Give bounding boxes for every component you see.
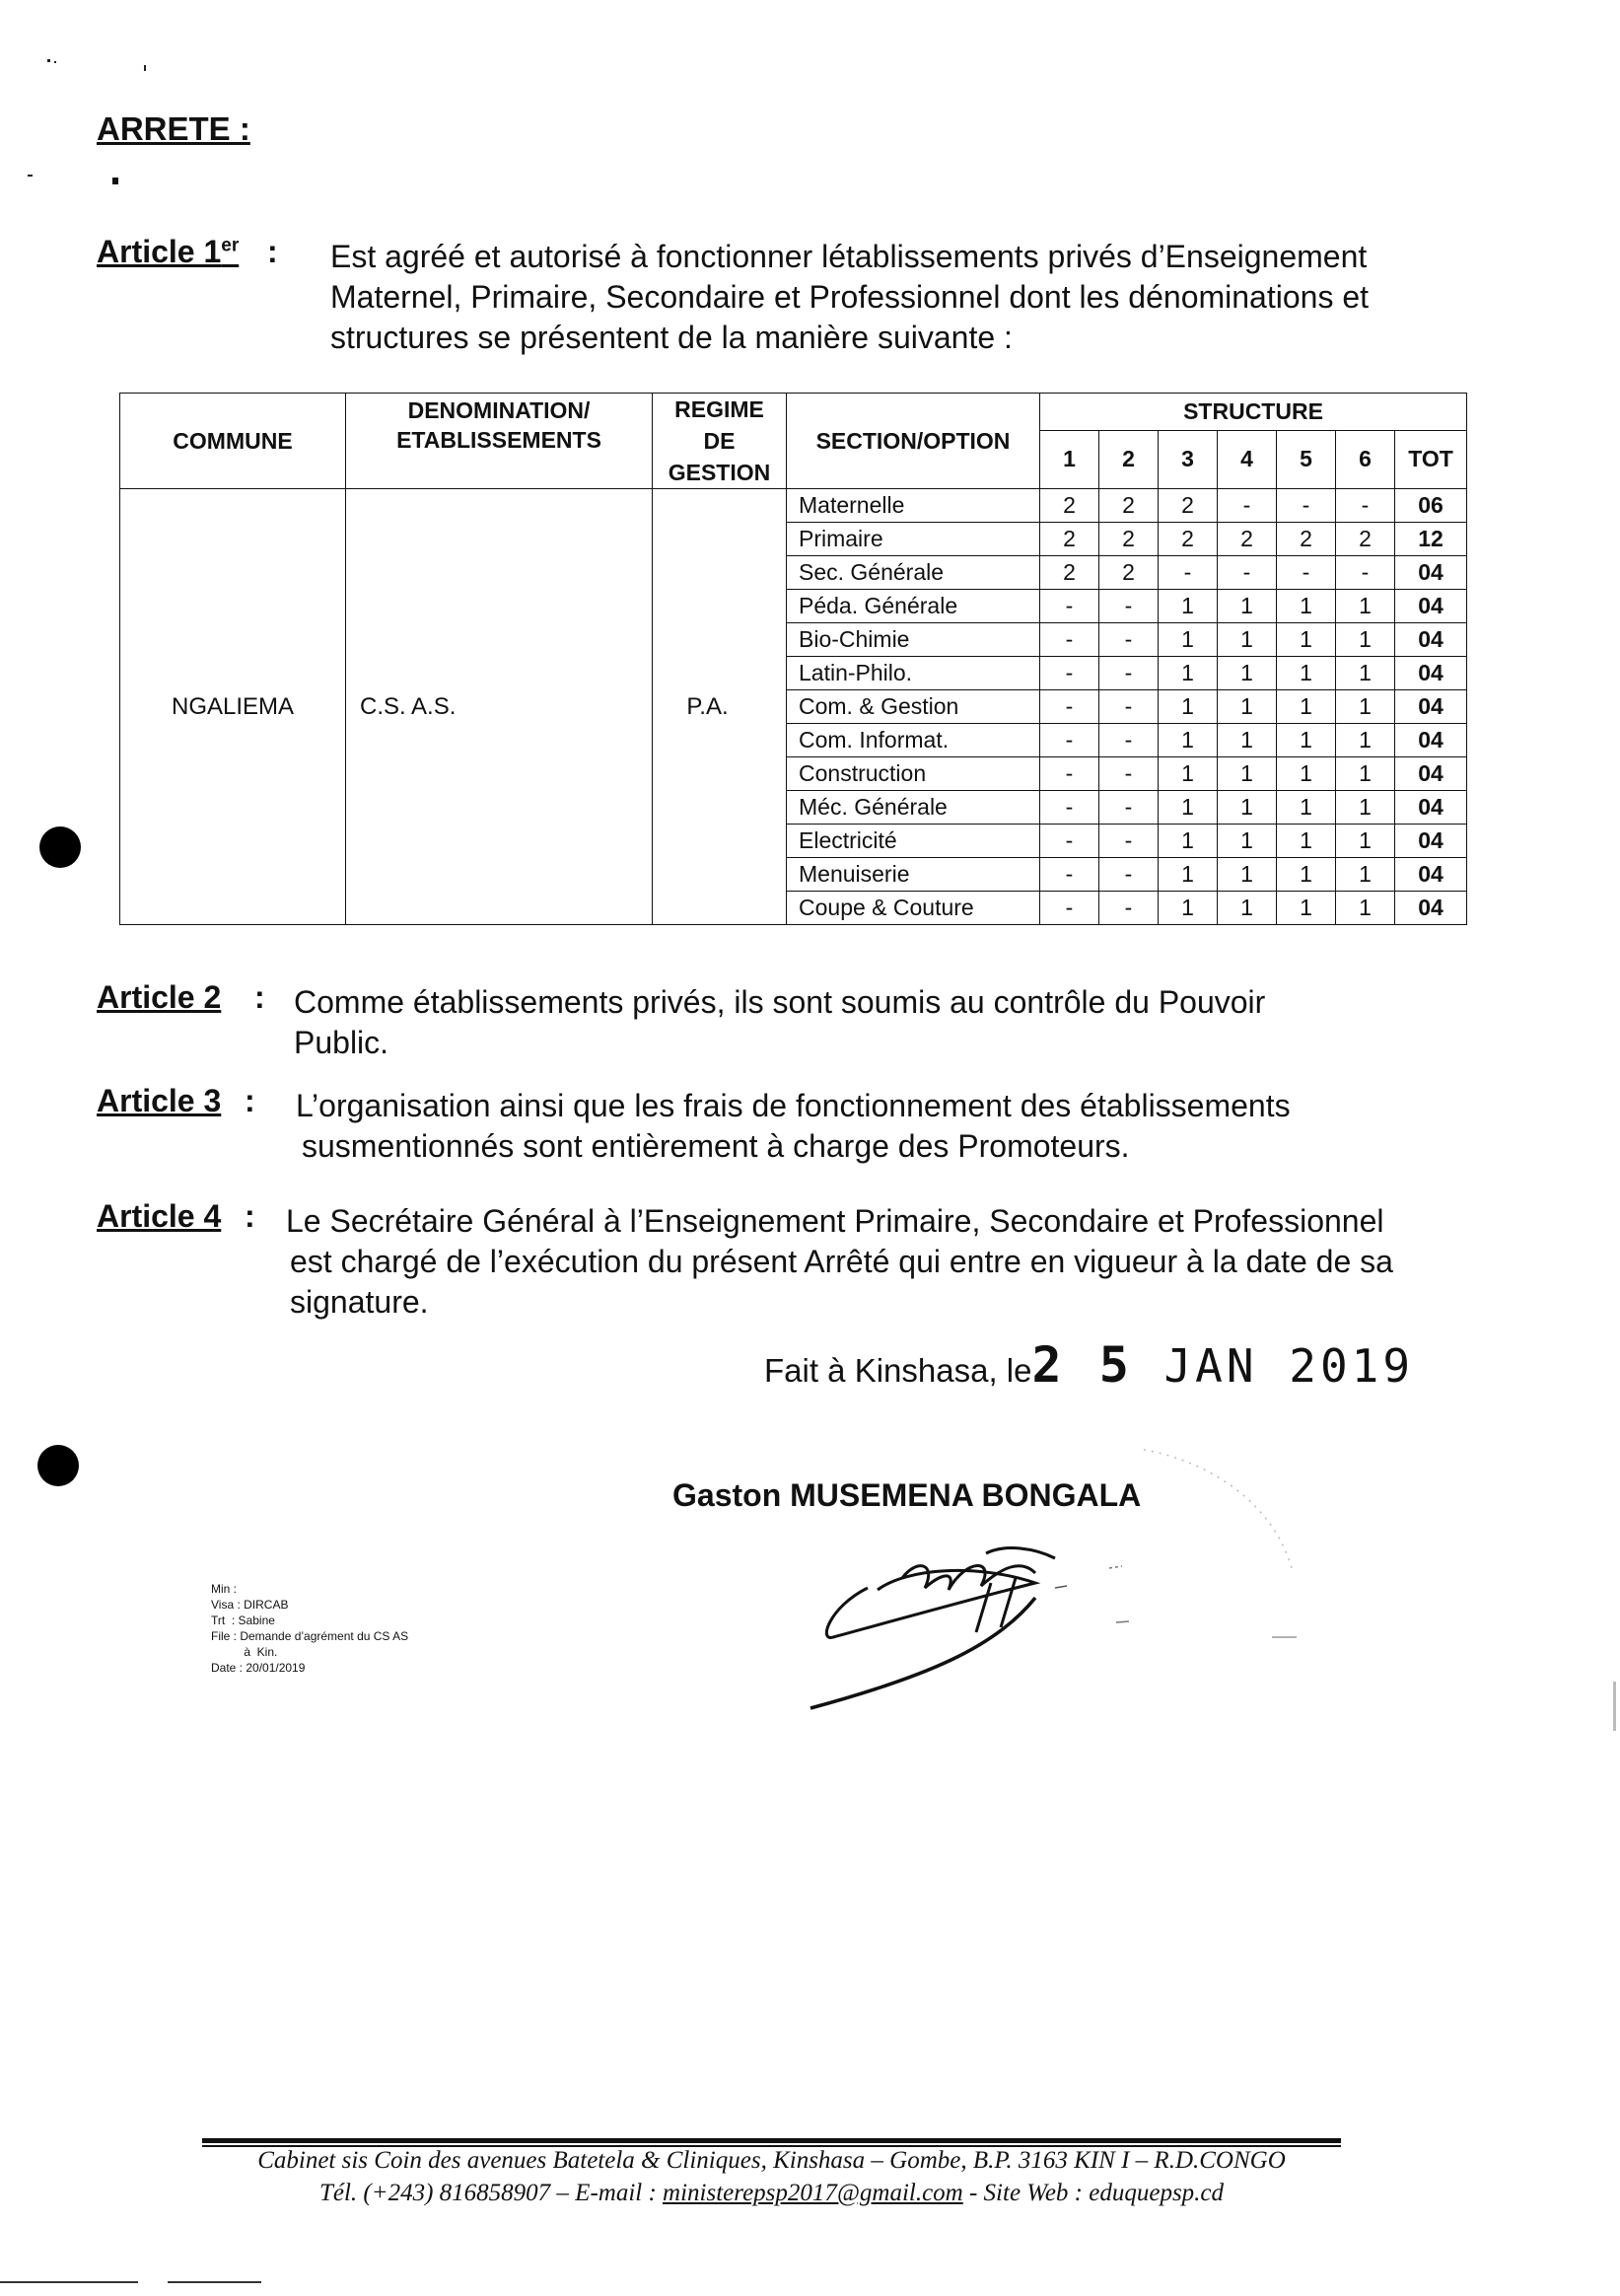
- section-option-cell: Com. Informat.: [787, 724, 1040, 757]
- structure-cell-3: 1: [1159, 892, 1218, 925]
- structure-cell-2: -: [1099, 858, 1159, 892]
- structure-cell-2: 2: [1099, 556, 1159, 590]
- section-option-cell: Bio-Chimie: [787, 623, 1040, 657]
- structure-cell-2: -: [1099, 791, 1159, 825]
- table-row: [120, 489, 1467, 523]
- structure-cell-6: 1: [1336, 858, 1395, 892]
- structure-cell-4: 1: [1218, 892, 1277, 925]
- scan-edge-line: [168, 2281, 261, 2283]
- article-1-label: Article 1er: [97, 234, 240, 269]
- structure-cell-1: 2: [1040, 523, 1099, 556]
- structure-total-cell: 12: [1395, 523, 1467, 556]
- structure-total-cell: 04: [1395, 825, 1467, 858]
- structure-cell-4: 1: [1218, 791, 1277, 825]
- header-col-2: 2: [1099, 430, 1159, 488]
- structure-cell-6: -: [1336, 556, 1395, 590]
- structure-cell-4: -: [1218, 489, 1277, 523]
- structure-cell-5: -: [1277, 556, 1336, 590]
- footer-contact: Tél. (+243) 816858907 – E-mail : ministerepsp2017@gmail.com - Site Web : eduquepsp.cd: [318, 2180, 1225, 2206]
- structure-cell-1: 2: [1040, 489, 1099, 523]
- structure-cell-4: 1: [1218, 825, 1277, 858]
- header-col-3: 3: [1159, 430, 1218, 488]
- structure-cell-6: 1: [1336, 590, 1395, 623]
- header-col-6: 6: [1336, 430, 1395, 488]
- footer-address: Cabinet sis Coin des avenues Batetela & Cliniques, Kinshasa – Gombe, B.P. 3163 KIN I – R.D.CONGO: [257, 2147, 1286, 2174]
- structure-cell-6: -: [1336, 489, 1395, 523]
- faint-stamp-trace: [1124, 1440, 1321, 1677]
- section-option-cell: Primaire: [787, 523, 1040, 556]
- structure-cell-3: 2: [1159, 489, 1218, 523]
- structure-cell-1: -: [1040, 757, 1099, 791]
- structure-cell-2: -: [1099, 825, 1159, 858]
- internal-memo: Min : Visa : DIRCAB Trt : Sabine File : Demande d’agrément du CS AS à Kin. Date : 20/01/2019: [211, 1582, 409, 1675]
- structure-cell-4: 1: [1218, 657, 1277, 690]
- structure-cell-3: 1: [1159, 858, 1218, 892]
- structure-cell-1: -: [1040, 623, 1099, 657]
- structure-cell-3: -: [1159, 556, 1218, 590]
- structure-cell-2: -: [1099, 724, 1159, 757]
- section-option-cell: Sec. Générale: [787, 556, 1040, 590]
- structure-total-cell: 04: [1395, 791, 1467, 825]
- structure-cell-5: 1: [1277, 657, 1336, 690]
- structure-cell-6: 1: [1336, 690, 1395, 724]
- decree-heading: ARRETE :: [97, 110, 250, 147]
- structure-cell-4: 2: [1218, 523, 1277, 556]
- structure-total-cell: 04: [1395, 657, 1467, 690]
- structure-cell-5: 2: [1277, 523, 1336, 556]
- article-3-line-1: L’organisation ainsi que les frais de fonctionnement des établissements: [296, 1088, 1291, 1123]
- structure-cell-5: 1: [1277, 757, 1336, 791]
- scan-punch-hole: [39, 826, 81, 868]
- article-4-line-2: est chargé de l’exécution du présent Arrêté qui entre en vigueur à la date de sa: [290, 1244, 1393, 1279]
- header-col-1: 1: [1040, 430, 1099, 488]
- structure-cell-5: 1: [1277, 791, 1336, 825]
- structure-cell-3: 1: [1159, 657, 1218, 690]
- structure-cell-5: 1: [1277, 623, 1336, 657]
- structure-total-cell: 04: [1395, 892, 1467, 925]
- structure-cell-4: 1: [1218, 757, 1277, 791]
- article-1-line-1: Est agréé et autorisé à fonctionner létablissements privés d’Enseignement: [330, 239, 1368, 274]
- header-denomination: DENOMINATION/ ETABLISSEMENTS: [346, 394, 653, 489]
- article-2-colon: :: [254, 979, 265, 1015]
- structure-cell-2: -: [1099, 590, 1159, 623]
- header-structure: STRUCTURE: [1040, 394, 1467, 431]
- structure-total-cell: 04: [1395, 623, 1467, 657]
- structure-cell-5: 1: [1277, 590, 1336, 623]
- article-2-label: Article 2: [97, 979, 222, 1015]
- header-col-tot: TOT: [1395, 430, 1467, 488]
- bullet-mark: [112, 178, 118, 184]
- structure-cell-4: 1: [1218, 858, 1277, 892]
- section-option-cell: Com. & Gestion: [787, 690, 1040, 724]
- footer-email: ministerepsp2017@gmail.com: [663, 2180, 963, 2206]
- structure-cell-3: 1: [1159, 825, 1218, 858]
- structure-cell-3: 1: [1159, 690, 1218, 724]
- structure-cell-1: -: [1040, 590, 1099, 623]
- structure-cell-1: -: [1040, 724, 1099, 757]
- structure-cell-2: -: [1099, 892, 1159, 925]
- structure-cell-1: -: [1040, 657, 1099, 690]
- structure-cell-4: 1: [1218, 724, 1277, 757]
- header-regime: REGIME DE GESTION: [653, 394, 787, 489]
- structure-cell-1: -: [1040, 858, 1099, 892]
- structure-cell-1: -: [1040, 690, 1099, 724]
- structure-cell-6: 1: [1336, 623, 1395, 657]
- structure-cell-6: 1: [1336, 791, 1395, 825]
- scan-speck: [47, 59, 50, 62]
- structure-cell-2: -: [1099, 623, 1159, 657]
- structure-cell-6: 1: [1336, 892, 1395, 925]
- article-2-line-2: Public.: [294, 1025, 389, 1060]
- structure-cell-1: 2: [1040, 556, 1099, 590]
- structure-cell-3: 1: [1159, 757, 1218, 791]
- section-option-cell: Péda. Générale: [787, 590, 1040, 623]
- structure-cell-6: 1: [1336, 657, 1395, 690]
- article-3-colon: :: [245, 1083, 255, 1118]
- place-and-date: Fait à Kinshasa, le2 5 JAN 2019: [764, 1336, 1415, 1394]
- structure-cell-6: 1: [1336, 757, 1395, 791]
- article-1-line-2: Maternel, Primaire, Secondaire et Professionnel dont les dénominations et: [330, 279, 1370, 315]
- scan-edge-mark: [1613, 1682, 1616, 1731]
- section-option-cell: Menuiserie: [787, 858, 1040, 892]
- structure-total-cell: 04: [1395, 724, 1467, 757]
- structure-cell-6: 2: [1336, 523, 1395, 556]
- commune-cell: NGALIEMA: [120, 489, 346, 925]
- structure-cell-2: -: [1099, 757, 1159, 791]
- header-section: SECTION/OPTION: [787, 394, 1040, 489]
- structure-total-cell: 04: [1395, 690, 1467, 724]
- scan-punch-hole: [37, 1445, 79, 1486]
- structure-cell-4: 1: [1218, 590, 1277, 623]
- article-4-line-1: Le Secrétaire Général à l’Enseignement Primaire, Secondaire et Professionnel: [286, 1203, 1384, 1239]
- scan-speck: [144, 65, 146, 71]
- article-4-label: Article 4: [97, 1198, 222, 1234]
- section-option-cell: Méc. Générale: [787, 791, 1040, 825]
- article-1-colon: :: [267, 234, 278, 269]
- structure-cell-3: 1: [1159, 791, 1218, 825]
- header-col-5: 5: [1277, 430, 1336, 488]
- structure-total-cell: 04: [1395, 757, 1467, 791]
- structure-cell-5: 1: [1277, 858, 1336, 892]
- structure-cell-2: 2: [1099, 489, 1159, 523]
- structure-cell-5: 1: [1277, 892, 1336, 925]
- structure-cell-2: -: [1099, 657, 1159, 690]
- structure-cell-2: -: [1099, 690, 1159, 724]
- structure-total-cell: 06: [1395, 489, 1467, 523]
- article-3-line-2: susmentionnés sont entièrement à charge des Promoteurs.: [302, 1128, 1130, 1164]
- structure-cell-1: -: [1040, 825, 1099, 858]
- structure-cell-5: 1: [1277, 825, 1336, 858]
- structure-total-cell: 04: [1395, 590, 1467, 623]
- header-col-4: 4: [1218, 430, 1277, 488]
- structure-cell-5: 1: [1277, 724, 1336, 757]
- scan-speck: [54, 61, 56, 63]
- structure-cell-3: 1: [1159, 623, 1218, 657]
- structure-cell-1: -: [1040, 892, 1099, 925]
- structure-cell-6: 1: [1336, 825, 1395, 858]
- article-3-label: Article 3: [97, 1083, 222, 1118]
- header-commune: COMMUNE: [120, 394, 346, 489]
- signer-name: Gaston MUSEMENA BONGALA: [672, 1477, 1142, 1513]
- structure-table: [119, 393, 1467, 925]
- structure-cell-1: -: [1040, 791, 1099, 825]
- structure-cell-5: 1: [1277, 690, 1336, 724]
- section-option-cell: Construction: [787, 757, 1040, 791]
- footer-rule: [202, 2138, 1341, 2143]
- structure-cell-3: 1: [1159, 724, 1218, 757]
- structure-cell-3: 1: [1159, 590, 1218, 623]
- article-4-line-3: signature.: [290, 1284, 429, 1320]
- scan-edge-line: [0, 2281, 138, 2283]
- structure-total-cell: 04: [1395, 858, 1467, 892]
- structure-cell-4: 1: [1218, 623, 1277, 657]
- structure-total-cell: 04: [1395, 556, 1467, 590]
- article-4-colon: :: [245, 1198, 255, 1234]
- section-option-cell: Maternelle: [787, 489, 1040, 523]
- structure-cell-3: 2: [1159, 523, 1218, 556]
- structure-cell-4: 1: [1218, 690, 1277, 724]
- article-1-line-3: structures se présentent de la manière suivante :: [330, 320, 1013, 355]
- date-stamp: 2 5 JAN 2019: [1031, 1336, 1415, 1394]
- structure-cell-6: 1: [1336, 724, 1395, 757]
- section-option-cell: Coupe & Couture: [787, 892, 1040, 925]
- scan-speck: [28, 175, 33, 177]
- article-2-line-1: Comme établissements privés, ils sont soumis au contrôle du Pouvoir: [294, 984, 1266, 1020]
- structure-cell-2: 2: [1099, 523, 1159, 556]
- structure-cell-5: -: [1277, 489, 1336, 523]
- structure-cell-4: -: [1218, 556, 1277, 590]
- section-option-cell: Latin-Philo.: [787, 657, 1040, 690]
- regime-cell: P.A.: [653, 489, 787, 925]
- denomination-cell: C.S. A.S.: [346, 489, 653, 925]
- section-option-cell: Electricité: [787, 825, 1040, 858]
